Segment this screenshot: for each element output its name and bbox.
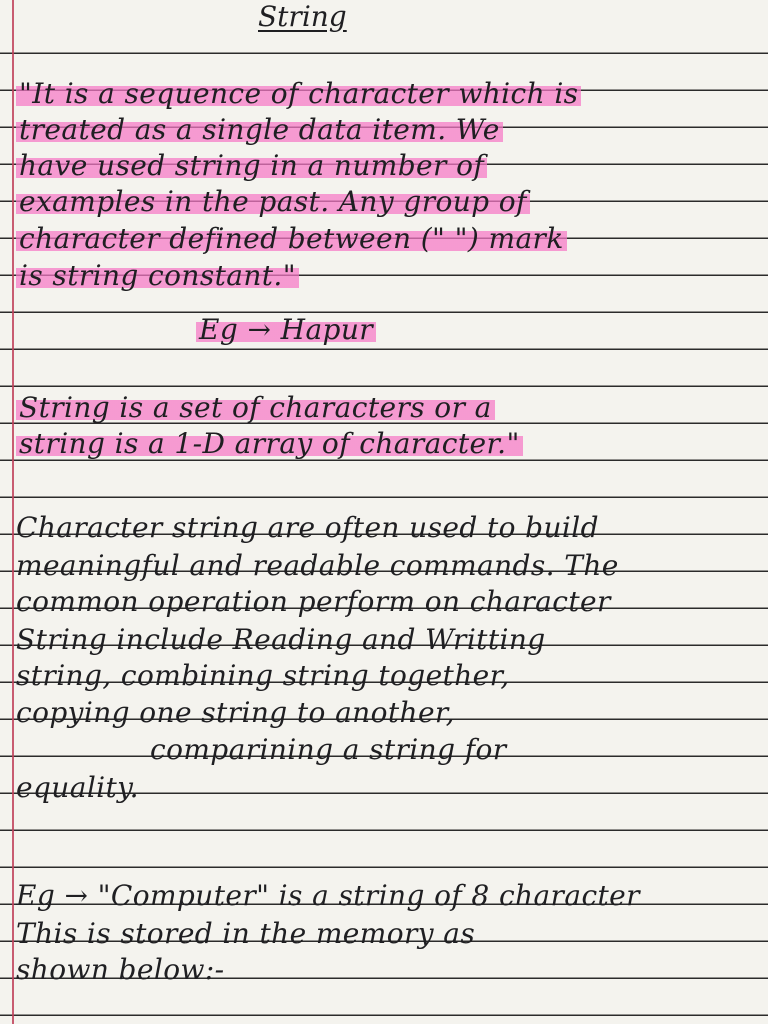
para3-line-6: copying one string to another, bbox=[16, 696, 455, 729]
para4-line-2: This is stored in the memory as bbox=[16, 917, 476, 950]
para3-line-4: String include Reading and Writting bbox=[16, 623, 546, 656]
para1-line-4: examples in the past. Any group of bbox=[16, 186, 530, 218]
para1-line-6: is string constant." bbox=[16, 260, 299, 292]
margin-line bbox=[12, 0, 14, 1024]
para3-line-8: equality. bbox=[16, 771, 139, 804]
para1-line-5: character defined between (" ") mark bbox=[16, 223, 567, 255]
para1-line-1: "It is a sequence of character which is bbox=[16, 78, 581, 110]
para4-line-3: shown below:- bbox=[16, 953, 225, 986]
para3-line-5: string, combining string together, bbox=[16, 659, 510, 692]
para2-line-2: string is a 1-D array of character." bbox=[16, 428, 523, 460]
para4-line-1: Eg → "Computer" is a string of 8 character bbox=[16, 879, 640, 912]
para3-line-7: comparining a string for bbox=[150, 733, 507, 766]
para3-line-1: Character string are often used to build bbox=[16, 511, 599, 544]
page-title: String bbox=[258, 0, 347, 33]
example-hapur: Eg → Hapur bbox=[196, 314, 376, 346]
para3-line-3: common operation perform on character bbox=[16, 585, 611, 618]
para1-line-3: have used string in a number of bbox=[16, 150, 487, 182]
para3-line-2: meaningful and readable commands. The bbox=[16, 549, 619, 582]
para2-line-1: String is a set of characters or a bbox=[16, 392, 495, 424]
para1-line-2: treated as a single data item. We bbox=[16, 114, 503, 146]
